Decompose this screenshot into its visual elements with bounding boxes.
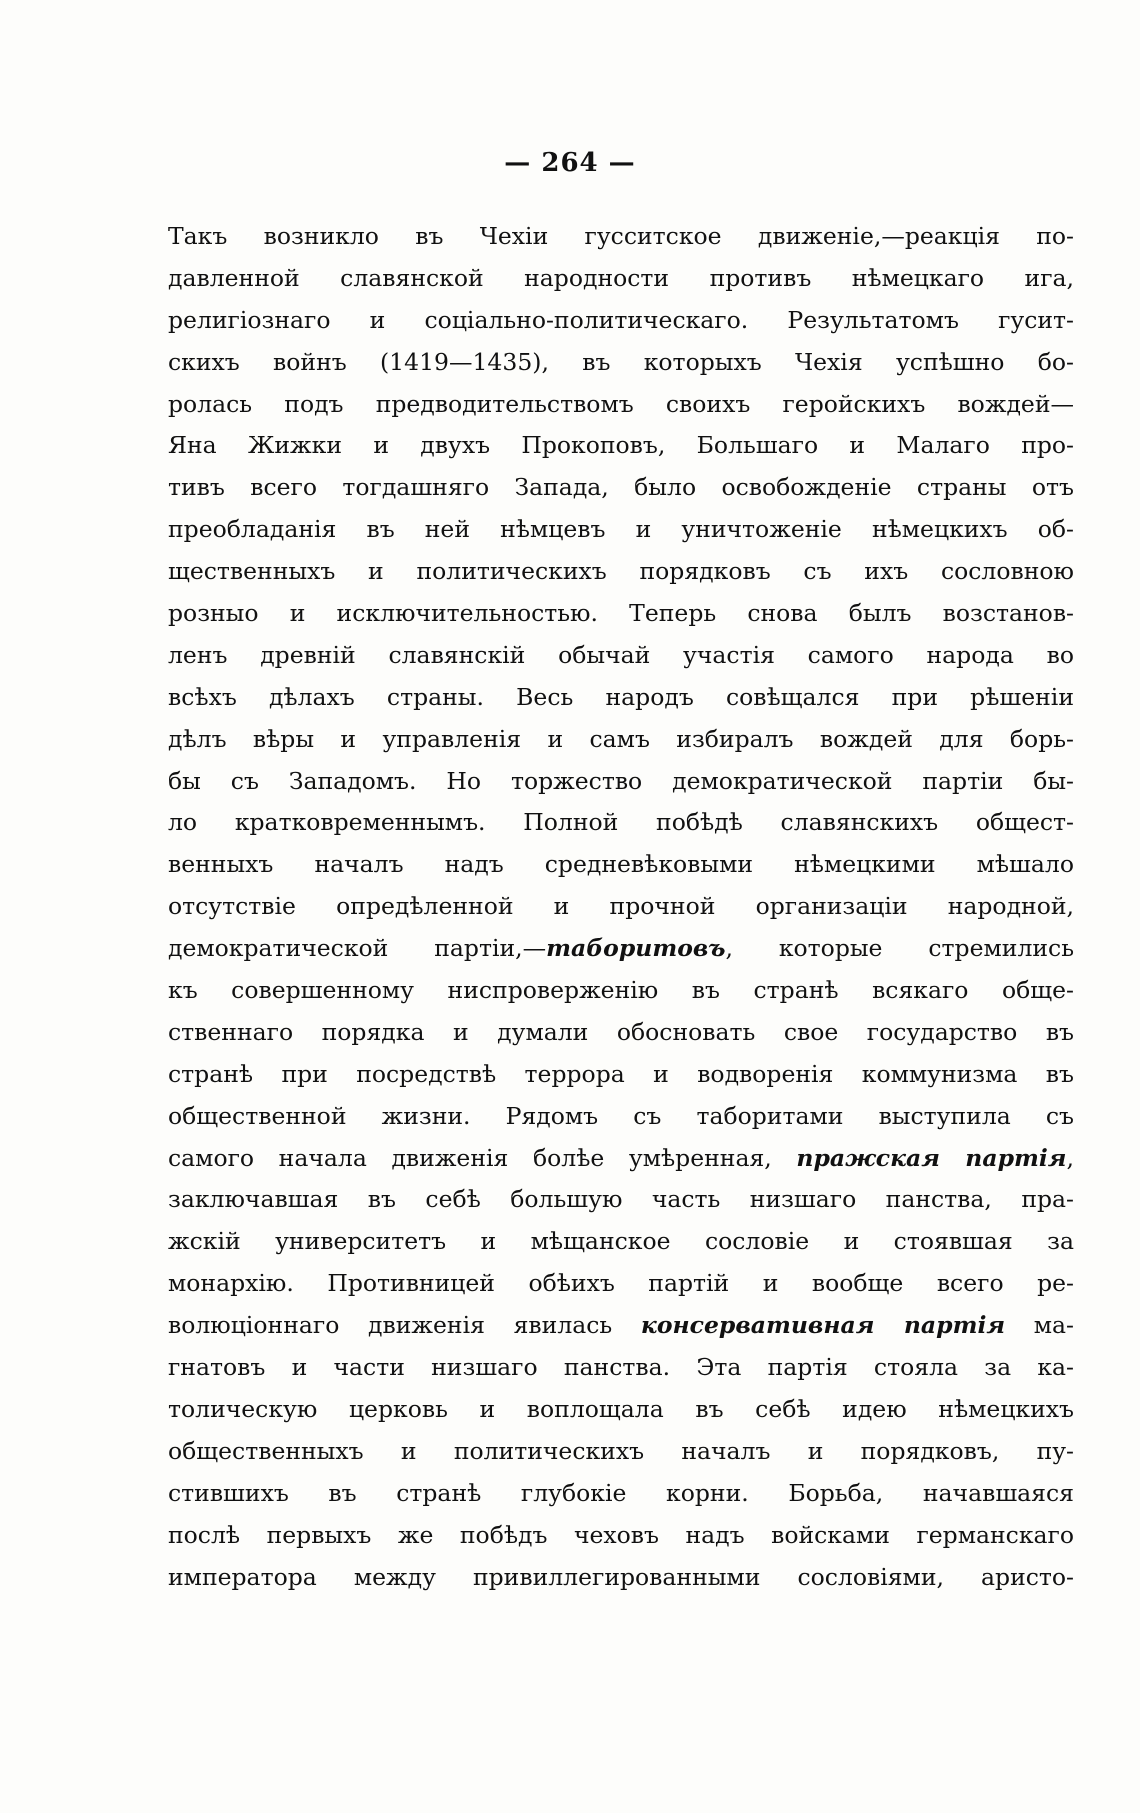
text-line [168,719,1074,761]
text-line [168,1012,1074,1054]
text-segment: дѣлъ вѣры и управленія и самъ избиралъ вождей для борь- [168,724,1074,753]
text-line [168,844,1074,886]
text-line [168,1389,1074,1431]
text-line [168,216,1074,258]
text-line [168,1305,1074,1347]
text-segment: послѣ первыхъ же побѣдъ чеховъ надъ войсками германскаго [168,1520,1074,1549]
text-line [168,1515,1074,1557]
text-line [168,467,1074,509]
text-segment: преобладанія въ ней нѣмцевъ и уничтоженіе нѣмецкихъ об- [168,515,1074,544]
text-segment: жскій университетъ и мѣщанское сословіе и стоявшая за [168,1227,1074,1256]
text-segment: стившихъ въ странѣ глубокіе корни. Борьба, начавшаяся [168,1478,1074,1507]
text-segment: бы съ Западомъ. Но торжество демократической партіи бы- [168,766,1074,795]
text-segment: общественныхъ и политическихъ началъ и порядковъ, пу- [168,1436,1074,1465]
text-line [168,1096,1074,1138]
text-segment: ролась подъ предводительствомъ своихъ геройскихъ вождей— [168,389,1074,418]
text-segment: религіознаго и соціально-политическаго. Результатомъ гусит- [168,305,1074,334]
text-line [168,886,1074,928]
text-segment: императора между привиллегированными сословіями, аристо- [168,1562,1074,1591]
text-segment: , [1066,1143,1074,1172]
text-line [168,970,1074,1012]
text-segment: Яна Жижки и двухъ Прокоповъ, Большаго и Малаго про- [168,431,1074,460]
text-segment: щественныхъ и политическихъ порядковъ съ ихъ сословною [168,557,1074,586]
text-segment: венныхъ началъ надъ средневѣковыми нѣмецкими мѣшало [168,850,1074,879]
text-segment: ма- [1005,1311,1074,1340]
text-line [168,1263,1074,1305]
text-segment: демократической партіи,— [168,934,547,963]
body-text [168,216,1074,1598]
text-line [168,677,1074,719]
text-line [168,928,1074,970]
text-segment: скихъ войнъ (1419—1435), въ которыхъ Чехія успѣшно бо- [168,347,1074,376]
text-line [168,593,1074,635]
text-segment: волюціоннаго движенія явилась [168,1311,641,1340]
text-segment: монархію. Противницей обѣихъ партій и вообще всего ре- [168,1269,1074,1298]
text-segment: отсутствіе опредѣленной и прочной организаціи народной, [168,892,1074,921]
text-line [168,1557,1074,1599]
text-line [168,425,1074,467]
text-segment: всѣхъ дѣлахъ страны. Весь народъ совѣщался при рѣшеніи [168,682,1074,711]
text-segment: къ совершенному ниспроверженію въ странѣ всякаго обще- [168,976,1074,1005]
text-segment: заключавшая въ себѣ большую часть низшаго панства, пра- [168,1185,1074,1214]
text-segment: тивъ всего тогдашняго Запада, было освобожденіе страны отъ [168,473,1074,502]
text-segment: Такъ возникло въ Чехіи гусситское движеніе,—реакція по- [168,222,1074,250]
text-line [168,1054,1074,1096]
text-line [168,1138,1074,1180]
text-line [168,342,1074,384]
text-line [168,1473,1074,1515]
emphasized-term: пражская партія [796,1143,1067,1172]
emphasized-term: консервативная партія [640,1311,1006,1340]
text-line [168,635,1074,677]
emphasized-term: таборитовъ [546,934,726,963]
text-segment: ло кратковременнымъ. Полной побѣдѣ славянскихъ общест- [168,808,1074,837]
text-line [168,258,1074,300]
text-line [168,1221,1074,1263]
text-segment: , которые стремились [725,934,1074,963]
text-segment: давленной славянской народности противъ нѣмецкаго ига, [168,263,1074,292]
text-line [168,761,1074,803]
text-segment: ственнаго порядка и думали обосновать свое государство въ [168,1017,1074,1046]
text-segment: странѣ при посредствѣ террора и водворенія коммунизма въ [168,1059,1074,1088]
text-line [168,551,1074,593]
page-number: — 264 — [504,148,636,178]
text-line [168,1431,1074,1473]
text-segment: общественной жизни. Рядомъ съ таборитами выступила съ [168,1101,1074,1130]
text-segment: толическую церковь и воплощала въ себѣ идею нѣмецкихъ [168,1394,1074,1423]
text-line [168,802,1074,844]
text-line [168,300,1074,342]
text-line [168,509,1074,551]
text-line [168,1347,1074,1389]
text-line [168,384,1074,426]
text-segment: ленъ древній славянскій обычай участія самого народа во [168,640,1074,669]
text-segment: гнатовъ и части низшаго панства. Эта партія стояла за ка- [168,1353,1074,1382]
text-line [168,1179,1074,1221]
text-segment: самого начала движенія болѣе умѣренная, [168,1143,797,1172]
text-segment: розныо и исключительностью. Теперь снова былъ возстанов- [168,599,1074,628]
